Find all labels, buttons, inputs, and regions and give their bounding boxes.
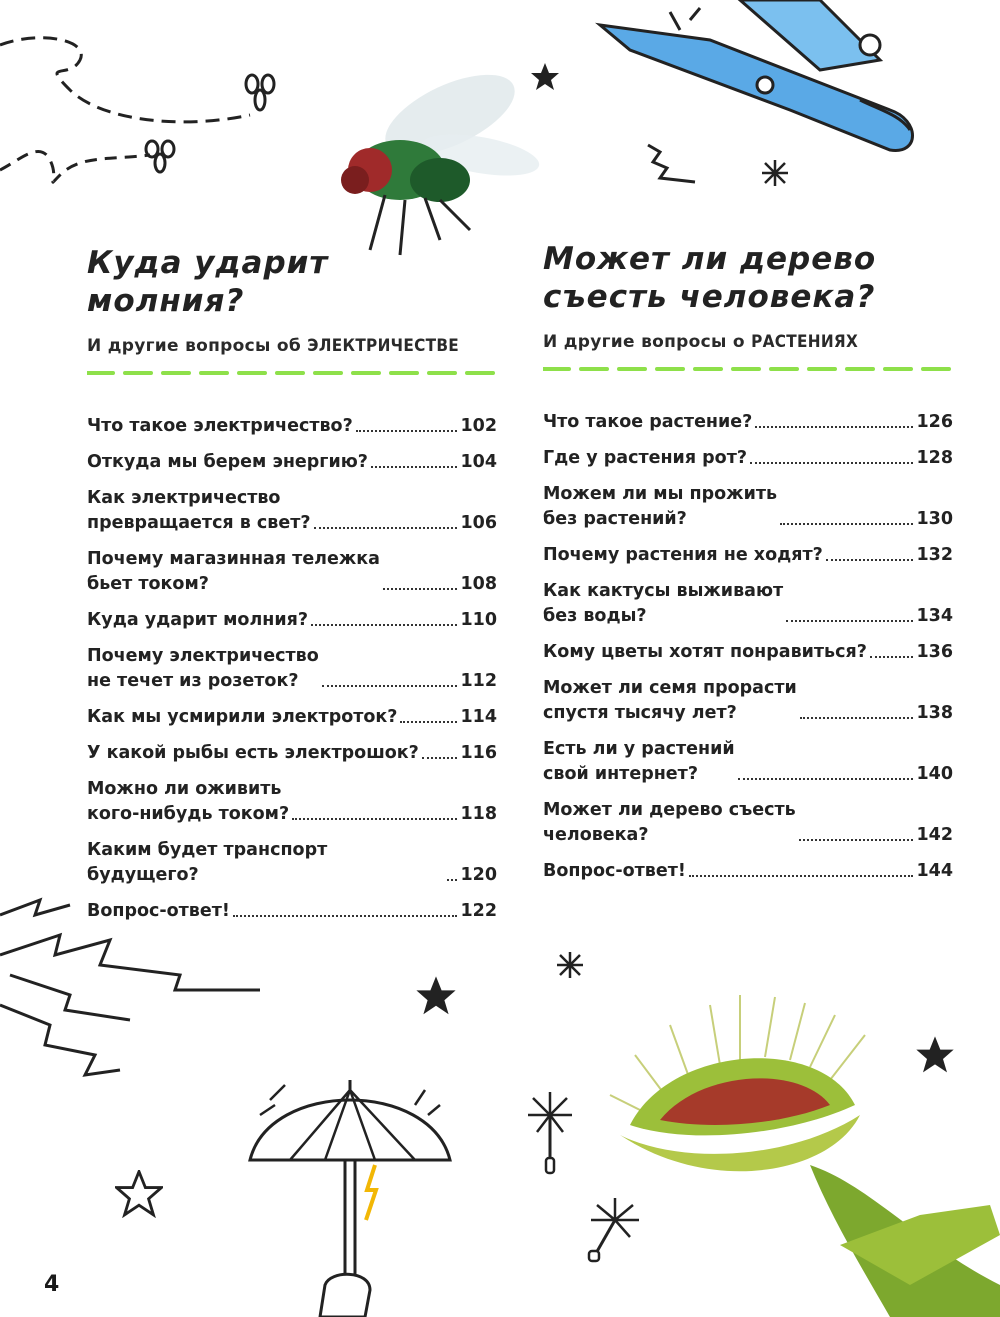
toc-question: Что такое растение? — [543, 412, 753, 432]
dashed-flight-path-drawing — [0, 30, 300, 200]
toc-question: Кому цветы хотят понравиться? — [543, 642, 867, 662]
toc-question: Можем ли мы прожить без растений? — [543, 484, 778, 529]
toc-page-number: 140 — [916, 764, 953, 784]
venus-flytrap-photo — [590, 985, 1000, 1317]
star-icon — [415, 975, 457, 1017]
leader-dots — [371, 466, 458, 468]
section-subtitle — [87, 336, 497, 356]
leader-dots — [383, 588, 457, 590]
subtitle-prefix: И другие вопросы о — [543, 332, 745, 352]
leader-dots — [311, 624, 457, 626]
toc-page-number: 122 — [460, 901, 497, 921]
green-dashed-divider — [543, 366, 953, 372]
squiggle-drawing — [645, 140, 700, 185]
leader-dots — [750, 462, 913, 464]
page-number: 4 — [44, 1272, 60, 1297]
subtitle-prefix: И другие вопросы об — [87, 336, 302, 356]
star-icon — [530, 62, 560, 92]
leader-dots — [322, 685, 458, 687]
section-title-line2: съесть человека? — [543, 279, 876, 315]
toc-page-number: 114 — [460, 707, 497, 727]
toc-entry[interactable] — [543, 859, 953, 884]
subtitle-topic: ЭЛЕКТРИЧЕСТВЕ — [307, 336, 460, 356]
section-title-line2: молния? — [87, 283, 245, 319]
toc-question: Куда ударит молния? — [87, 610, 309, 630]
fly-photo — [330, 60, 540, 260]
toc-question: Каким будет транспорт будущего? — [87, 840, 328, 885]
section-subtitle — [543, 332, 953, 352]
toc-page-number: 144 — [916, 861, 953, 881]
leader-dots — [870, 656, 914, 658]
toc-question: Как кактусы выживают без воды? — [543, 581, 784, 626]
toc-entry[interactable] — [87, 450, 497, 475]
toc-entry[interactable] — [87, 777, 497, 827]
section-title — [543, 240, 953, 316]
leader-dots — [400, 721, 457, 723]
toc-question: Вопрос-ответ! — [87, 901, 230, 921]
toc-page-number: 102 — [460, 416, 497, 436]
toc-entry[interactable] — [543, 640, 953, 665]
toc-page-number: 134 — [916, 606, 953, 626]
toc-question: Может ли семя прорасти спустя тысячу лет? — [543, 678, 797, 723]
leader-dots — [689, 875, 914, 877]
leader-dots — [738, 778, 914, 780]
toc-entry[interactable] — [87, 705, 497, 730]
toc-page-number: 138 — [916, 703, 953, 723]
toc-entry[interactable] — [87, 486, 497, 536]
toc-list — [543, 410, 953, 884]
toc-page-number: 104 — [460, 452, 497, 472]
leader-dots — [292, 818, 457, 820]
leader-dots — [447, 879, 457, 881]
umbrella-drawing — [230, 1060, 470, 1317]
toc-question: Есть ли у растений свой интернет? — [543, 739, 735, 784]
toc-page-number: 136 — [916, 642, 953, 662]
toc-entry[interactable] — [543, 446, 953, 471]
small-fly-icon — [246, 75, 274, 110]
toc-page-number: 112 — [460, 671, 497, 691]
toc-question: Как мы усмирили электроток? — [87, 707, 398, 727]
toc-question: Может ли дерево съесть человека? — [543, 800, 796, 845]
toc-entry[interactable] — [87, 547, 497, 597]
leader-dots — [799, 839, 914, 841]
star-outline-icon — [115, 1170, 163, 1218]
section-title — [87, 244, 497, 320]
toc-page-number: 132 — [916, 545, 953, 565]
toc-page-number: 110 — [460, 610, 497, 630]
toc-entry[interactable] — [87, 838, 497, 888]
toc-page-number: 118 — [460, 804, 497, 824]
toc-page-number: 130 — [916, 509, 953, 529]
toc-page-number: 128 — [916, 448, 953, 468]
toc-entry[interactable] — [87, 644, 497, 694]
toc-entry[interactable] — [543, 798, 953, 848]
airplane-drawing — [590, 0, 940, 165]
toc-entry[interactable] — [87, 414, 497, 439]
toc-page-number: 120 — [460, 865, 497, 885]
leader-dots — [780, 523, 913, 525]
toc-question: Почему магазинная тележка бьет током? — [87, 549, 380, 594]
toc-page-number: 116 — [460, 743, 497, 763]
toc-section-electricity — [87, 244, 497, 935]
toc-question: Можно ли оживить кого-нибудь током? — [87, 779, 290, 824]
toc-question: Где у растения рот? — [543, 448, 747, 468]
toc-question: Почему электричество не течет из розеток? — [87, 646, 319, 691]
toc-section-plants — [543, 240, 953, 895]
toc-page-number: 106 — [460, 513, 497, 533]
toc-entry[interactable] — [543, 676, 953, 726]
leader-dots — [755, 426, 913, 428]
toc-question: Откуда мы берем энергию? — [87, 452, 368, 472]
toc-entry[interactable] — [543, 410, 953, 435]
toc-entry[interactable] — [87, 608, 497, 633]
small-fly-icon — [146, 141, 174, 172]
toc-entry[interactable] — [543, 482, 953, 532]
dandelion-seed-drawing — [525, 1090, 575, 1175]
green-dashed-divider — [87, 370, 497, 376]
section-title-line1: Может ли дерево — [543, 241, 877, 277]
leader-dots — [786, 620, 913, 622]
toc-question: Как электричество превращается в свет? — [87, 488, 311, 533]
sparkle-icon — [760, 158, 790, 188]
toc-entry[interactable] — [543, 579, 953, 629]
toc-question: У какой рыбы есть электрошок? — [87, 743, 419, 763]
leader-dots — [800, 717, 914, 719]
toc-question: Вопрос-ответ! — [543, 861, 686, 881]
leader-dots — [422, 757, 458, 759]
toc-entry[interactable] — [543, 737, 953, 787]
toc-question: Почему растения не ходят? — [543, 545, 823, 565]
sparkle-icon — [555, 950, 585, 980]
leader-dots — [314, 527, 458, 529]
toc-question: Что такое электричество? — [87, 416, 353, 436]
toc-entry[interactable] — [543, 543, 953, 568]
subtitle-topic: РАСТЕНИЯХ — [751, 332, 859, 352]
toc-list — [87, 414, 497, 924]
toc-page-number: 108 — [460, 574, 497, 594]
toc-page-number: 126 — [916, 412, 953, 432]
toc-page-number: 142 — [916, 825, 953, 845]
leader-dots — [356, 430, 458, 432]
leader-dots — [826, 559, 914, 561]
toc-entry[interactable] — [87, 741, 497, 766]
section-title-line1: Куда ударит — [87, 245, 329, 281]
